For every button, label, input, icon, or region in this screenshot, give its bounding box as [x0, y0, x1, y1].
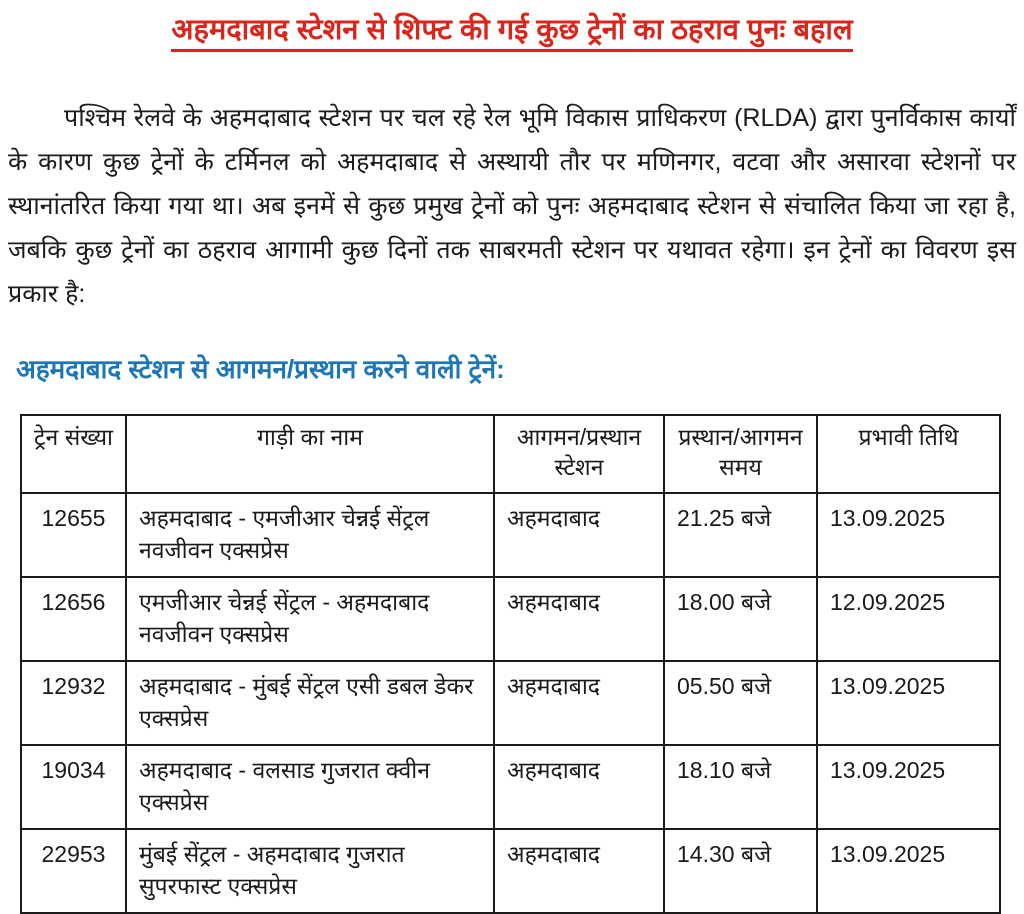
train-schedule-table [20, 414, 1001, 914]
cell-effective-date: 12.09.2025 [817, 577, 1000, 661]
cell-train-name: अहमदाबाद - एमजीआर चेन्नई सेंट्रल नवजीवन एक्सप्रेस [126, 493, 494, 577]
cell-train-number: 12655 [21, 493, 126, 577]
header-effective-date: प्रभावी तिथि [817, 415, 1000, 493]
cell-train-name: अहमदाबाद - मुंबई सेंट्रल एसी डबल डेकर एक्सप्रेस [126, 661, 494, 745]
table-row [21, 493, 1000, 577]
intro-paragraph: पश्चिम रेलवे के अहमदाबाद स्टेशन पर चल रहे रेल भूमि विकास प्राधिकरण (RLDA) द्वारा पुनर्विकास कार्यों के कारण कुछ ट्रेनों के टर्मिनल को अहमदाबाद से अस्थायी तौर पर मणिनगर, वटवा और असारवा स्टेशनों पर स्थानांतरित किया गया था। अब इनमें से कुछ प्रमुख ट्रेनों को पुनः अहमदाबाद स्टेशन से संचालित किया जा रहा है, जबकि कुछ ट्रेनों का ठहराव आगामी कुछ दिनों तक साबरमती स्टेशन पर यथावत रहेगा। इन ट्रेनों का विवरण इस प्रकार है: [8, 104, 1016, 309]
cell-train-number: 12932 [21, 661, 126, 745]
cell-train-name: मुंबई सेंट्रल - अहमदाबाद गुजरात सुपरफास्ट एक्सप्रेस [126, 829, 494, 913]
document-title [6, 12, 1018, 48]
table-row [21, 745, 1000, 829]
cell-time: 21.25 बजे [664, 493, 817, 577]
cell-station: अहमदाबाद [494, 661, 664, 745]
cell-station: अहमदाबाद [494, 493, 664, 577]
cell-train-number: 12656 [21, 577, 126, 661]
document-title-text: अहमदाबाद स्टेशन से शिफ्ट की गई कुछ ट्रेनों का ठहराव पुनः बहाल [171, 14, 852, 52]
table-row [21, 577, 1000, 661]
cell-station: अहमदाबाद [494, 577, 664, 661]
header-time: प्रस्थान/आगमन समय [664, 415, 817, 493]
cell-time: 18.00 बजे [664, 577, 817, 661]
cell-time: 05.50 बजे [664, 661, 817, 745]
table-row [21, 829, 1000, 913]
cell-station: अहमदाबाद [494, 745, 664, 829]
header-station: आगमन/प्रस्थान स्टेशन [494, 415, 664, 493]
cell-station: अहमदाबाद [494, 829, 664, 913]
table-header-row [21, 415, 1000, 493]
header-train-number: ट्रेन संख्या [21, 415, 126, 493]
cell-train-name: एमजीआर चेन्नई सेंट्रल - अहमदाबाद नवजीवन एक्सप्रेस [126, 577, 494, 661]
cell-time: 14.30 बजे [664, 829, 817, 913]
cell-effective-date: 13.09.2025 [817, 493, 1000, 577]
cell-effective-date: 13.09.2025 [817, 829, 1000, 913]
cell-train-number: 22953 [21, 829, 126, 913]
cell-train-number: 19034 [21, 745, 126, 829]
cell-effective-date: 13.09.2025 [817, 661, 1000, 745]
cell-train-name: अहमदाबाद - वलसाड गुजरात क्वीन एक्सप्रेस [126, 745, 494, 829]
header-train-name: गाड़ी का नाम [126, 415, 494, 493]
cell-time: 18.10 बजे [664, 745, 817, 829]
cell-effective-date: 13.09.2025 [817, 745, 1000, 829]
section-heading: अहमदाबाद स्टेशन से आगमन/प्रस्थान करने वाली ट्रेनें: [16, 354, 505, 385]
table-row [21, 661, 1000, 745]
